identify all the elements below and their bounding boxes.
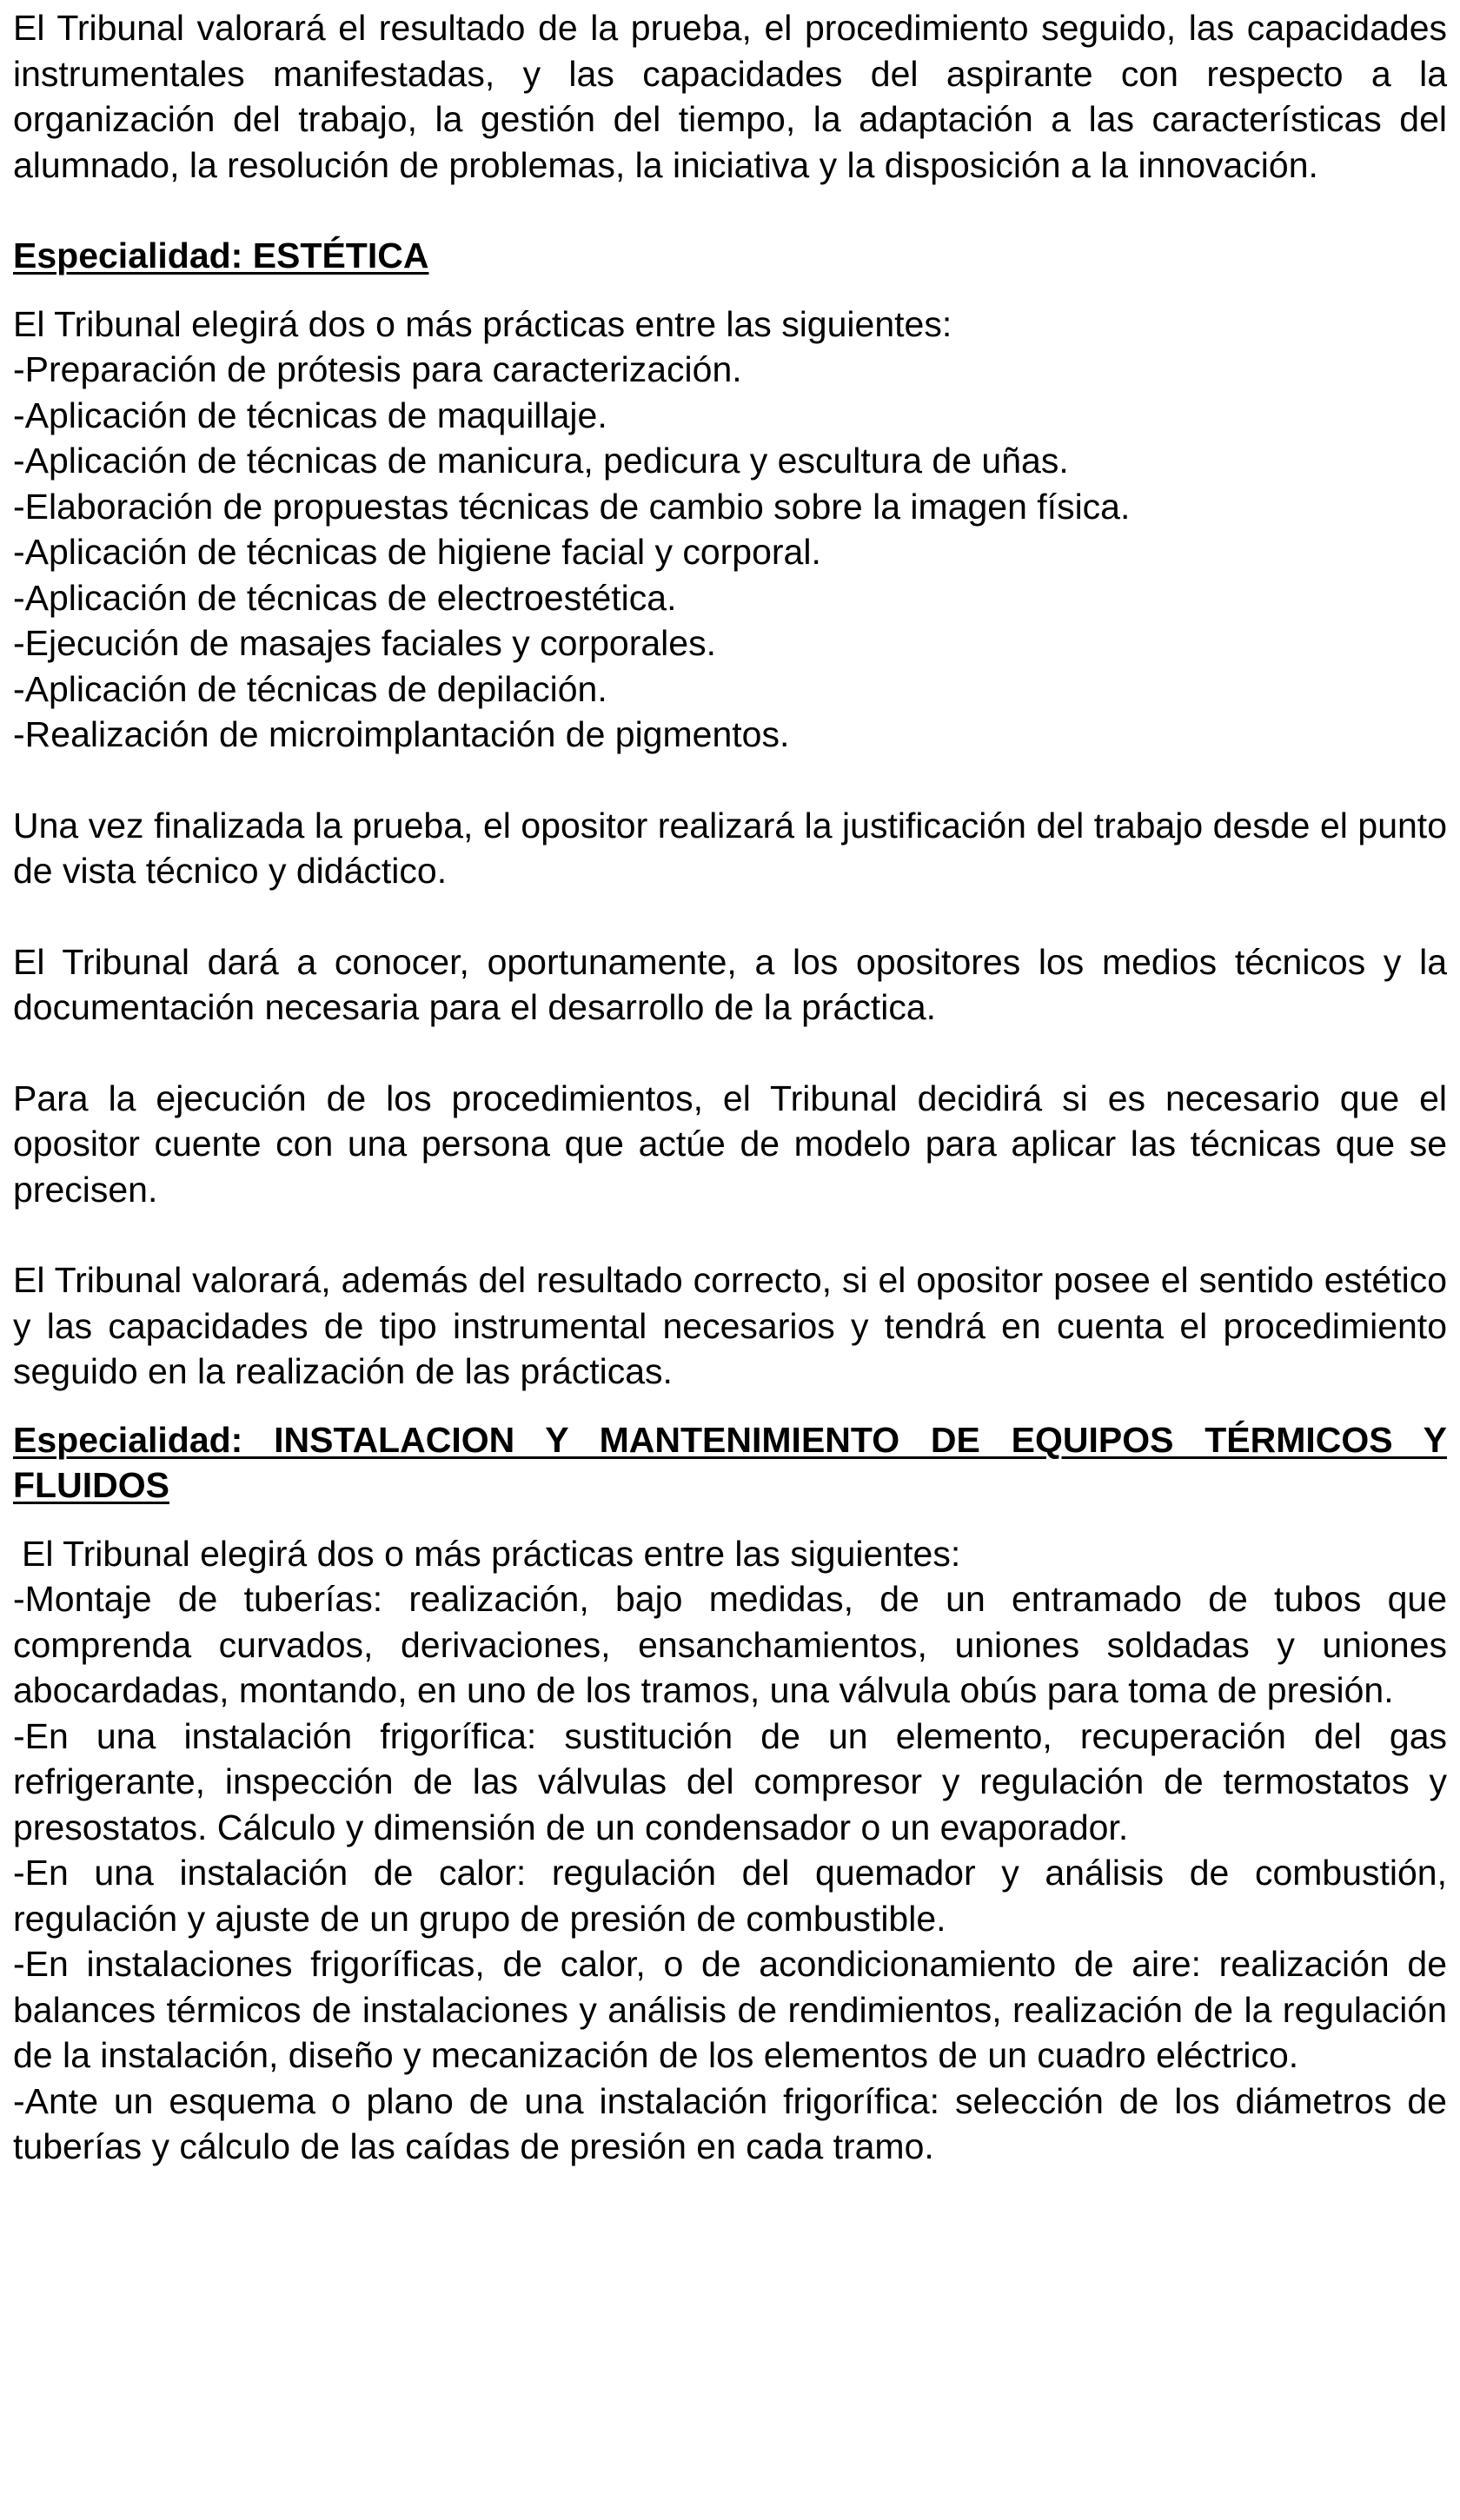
list-item: -Ejecución de masajes faciales y corporales. — [13, 623, 716, 663]
estetica-practice-list — [13, 347, 1447, 758]
list-item: -Aplicación de técnicas de maquillaje. — [13, 395, 607, 435]
intro-paragraph: El Tribunal valorará el resultado de la prueba, el procedimiento seguido, las capacidades instrumentales manifestadas, y las capacidades del aspirante con respecto a la organización del trabajo, la gestión del tiempo, la adaptación a las características del alumnado, la resolución de problemas, la iniciativa y la disposición a la innovación. — [13, 8, 1447, 185]
list-item: -Aplicación de técnicas de manicura, pedicura y escultura de uñas. — [13, 441, 1069, 481]
list-item: -En una instalación de calor: regulación del quemador y análisis de combustión, regulación y ajuste de un grupo de presión de combustible. — [13, 1853, 1447, 1939]
estetica-paragraph-justification: Una vez finalizada la prueba, el opositor realizará la justificación del trabajo desde el punto de vista técnico y didáctico. — [13, 805, 1447, 891]
termicos-heading: Especialidad: INSTALACION Y MANTENIMIENTO DE EQUIPOS TÉRMICOS Y FLUIDOS — [13, 1419, 1447, 1505]
list-item: -Elaboración de propuestas técnicas de cambio sobre la imagen física. — [13, 486, 1131, 527]
list-item: -En una instalación frigorífica: sustitución de un elemento, recuperación del gas refrigerante, inspección de las válvulas del compresor y regulación de termostatos y presostatos. Cálculo y dimensión de un condensador o un evaporador. — [13, 1715, 1447, 1847]
list-item: -Ante un esquema o plano de una instalación frigorífica: selección de los diámetros de tuberías y cálculo de las caídas de presión en cada tramo. — [13, 2080, 1447, 2166]
estetica-paragraph-media: El Tribunal dará a conocer, oportunamente, a los opositores los medios técnicos y la documentación necesaria para el desarrollo de la práctica. — [13, 941, 1447, 1027]
termicos-intro: El Tribunal elegirá dos o más prácticas entre las siguientes: — [22, 1533, 961, 1574]
estetica-heading: Especialidad: ESTÉTICA — [13, 235, 429, 275]
estetica-paragraph-model: Para la ejecución de los procedimientos, el Tribunal decidirá si es necesario que el opositor cuente con una persona que actúe de modelo para aplicar las técnicas que se precisen. — [13, 1078, 1447, 1210]
estetica-paragraph-evaluation: El Tribunal valorará, además del resultado correcto, si el opositor posee el sentido estético y las capacidades de tipo instrumental necesarios y tendrá en cuenta el procedimiento seguido en la realización de las prácticas. — [13, 1260, 1447, 1391]
list-item: -Aplicación de técnicas de higiene facial y corporal. — [13, 532, 821, 572]
estetica-intro: El Tribunal elegirá dos o más prácticas entre las siguientes: — [13, 303, 952, 344]
list-item: -Realización de microimplantación de pigmentos. — [13, 714, 790, 754]
list-item: -Aplicación de técnicas de electroestética. — [13, 577, 677, 618]
list-item: -Preparación de prótesis para caracterización. — [13, 349, 742, 389]
termicos-practice-list — [13, 1576, 1447, 2170]
list-item: -Aplicación de técnicas de depilación. — [13, 668, 607, 709]
list-item: -En instalaciones frigoríficas, de calor, o de acondicionamiento de aire: realización de balances térmicos de instalaciones y análisis de rendimientos, realización de la regulación de la instalación, diseño y mecanización de los elementos de un cuadro eléctrico. — [13, 1944, 1447, 2075]
list-item: -Montaje de tuberías: realización, bajo medidas, de un entramado de tubos que comprenda curvados, derivaciones, ensanchamientos, uniones soldadas y uniones abocardadas, montando, en uno de los tramos, una válvula obús para toma de presión. — [13, 1579, 1447, 1710]
